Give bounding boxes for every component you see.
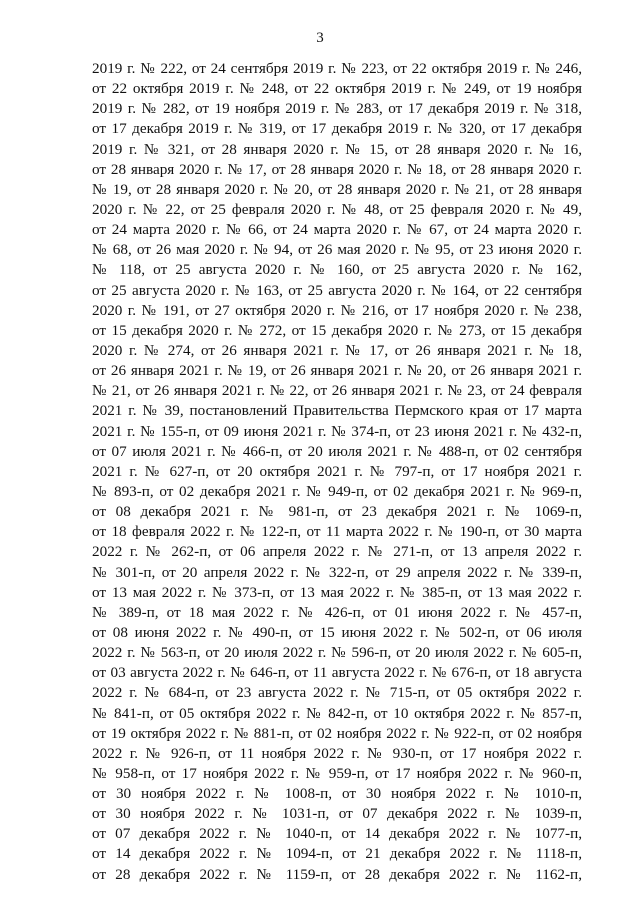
text-line: № 958-п, от 17 ноября 2022 г. № 959-п, от 17 ноября 2022 г. № 960-п,	[92, 764, 582, 782]
text-line: 2019 г. № 222, от 24 сентября 2019 г. № 223, от 22 октября 2019 г. № 246,	[92, 60, 582, 77]
text-line: 2021 г. № 39, постановлений Правительства Пермского края от 17 марта	[92, 402, 582, 420]
text-line: № 21, от 26 января 2021 г. № 22, от 26 января 2021 г. № 23, от 24 февраля	[92, 382, 582, 400]
text-line: 2020 г. № 274, от 26 января 2021 г. № 17, от 26 января 2021 г. № 18,	[92, 341, 582, 359]
page-number: 3	[316, 30, 324, 46]
text-line: 2019 г. № 282, от 19 ноября 2019 г. № 283, от 17 декабря 2019 г. № 318,	[92, 100, 582, 118]
text-line: от 26 января 2021 г. № 19, от 26 января 2021 г. № 20, от 26 января 2021 г.	[92, 362, 582, 380]
text-line: от 30 ноября 2022 г. № 1031-п, от 07 декабря 2022 г. № 1039-п,	[92, 805, 582, 823]
text-line: от 13 мая 2022 г. № 373-п, от 13 мая 2022 г. № 385-п, от 13 мая 2022 г.	[92, 583, 582, 601]
text-line: от 14 декабря 2022 г. № 1094-п, от 21 декабря 2022 г. № 1118-п,	[92, 845, 582, 863]
text-line: от 07 июля 2021 г. № 466-п, от 20 июля 2021 г. № 488-п, от 02 сентября	[92, 442, 582, 460]
text-line: 2020 г. № 191, от 27 октября 2020 г. № 216, от 17 ноября 2020 г. № 238,	[92, 301, 582, 319]
text-line: 2022 г. № 563-п, от 20 июля 2022 г. № 596-п, от 20 июля 2022 г. № 605-п,	[92, 644, 582, 662]
text-line: № 893-п, от 02 декабря 2021 г. № 949-п, от 02 декабря 2021 г. № 969-п,	[92, 482, 582, 500]
body-text	[92, 59, 582, 885]
text-line: от 19 октября 2022 г. № 881-п, от 02 ноября 2022 г. № 922-п, от 02 ноября	[92, 724, 582, 742]
text-line: № 389-п, от 18 мая 2022 г. № 426-п, от 01 июня 2022 г. № 457-п,	[92, 603, 582, 621]
text-line: 2022 г. № 926-п, от 11 ноября 2022 г. № 930-п, от 17 ноября 2022 г.	[92, 744, 582, 762]
text-line: 2021 г. № 155-п, от 09 июня 2021 г. № 374-п, от 23 июня 2021 г. № 432-п,	[92, 422, 582, 440]
text-line: 2022 г. № 684-п, от 23 августа 2022 г. № 715-п, от 05 октября 2022 г.	[92, 684, 582, 702]
text-line: от 28 января 2020 г. № 17, от 28 января 2020 г. № 18, от 28 января 2020 г.	[92, 160, 582, 178]
text-line: № 68, от 26 мая 2020 г. № 94, от 26 мая 2020 г. № 95, от 23 июня 2020 г.	[92, 241, 582, 259]
text-line: от 25 августа 2020 г. № 163, от 25 августа 2020 г. № 164, от 22 сентября	[92, 281, 582, 299]
text-line: от 17 декабря 2019 г. № 319, от 17 декабря 2019 г. № 320, от 17 декабря	[92, 120, 582, 138]
text-line: от 30 ноября 2022 г. № 1008-п, от 30 ноября 2022 г. № 1010-п,	[92, 785, 582, 803]
text-line: № 841-п, от 05 октября 2022 г. № 842-п, от 10 октября 2022 г. № 857-п,	[92, 704, 582, 722]
text-line: от 08 декабря 2021 г. № 981-п, от 23 декабря 2021 г. № 1069-п,	[92, 503, 582, 521]
text-line: от 15 декабря 2020 г. № 272, от 15 декабря 2020 г. № 273, от 15 декабря	[92, 321, 582, 339]
text-line: 2022 г. № 262-п, от 06 апреля 2022 г. № 271-п, от 13 апреля 2022 г.	[92, 543, 582, 561]
text-line: от 18 февраля 2022 г. № 122-п, от 11 марта 2022 г. № 190-п, от 30 марта	[92, 523, 582, 541]
text-line: № 118, от 25 августа 2020 г. № 160, от 25 августа 2020 г. № 162,	[92, 261, 582, 279]
text-line: 2020 г. № 22, от 25 февраля 2020 г. № 48, от 25 февраля 2020 г. № 49,	[92, 200, 582, 218]
text-line: 2021 г. № 627-п, от 20 октября 2021 г. № 797-п, от 17 ноября 2021 г.	[92, 462, 582, 480]
text-line: от 24 марта 2020 г. № 66, от 24 марта 2020 г. № 67, от 24 марта 2020 г.	[92, 221, 582, 239]
text-line: 2019 г. № 321, от 28 января 2020 г. № 15, от 28 января 2020 г. № 16,	[92, 140, 582, 158]
text-line: от 03 августа 2022 г. № 646-п, от 11 августа 2022 г. № 676-п, от 18 августа	[92, 664, 582, 682]
text-line: № 301-п, от 20 апреля 2022 г. № 322-п, от 29 апреля 2022 г. № 339-п,	[92, 563, 582, 581]
text-line: от 07 декабря 2022 г. № 1040-п, от 14 декабря 2022 г. № 1077-п,	[92, 825, 582, 843]
text-line: от 08 июня 2022 г. № 490-п, от 15 июня 2022 г. № 502-п, от 06 июля	[92, 623, 582, 641]
text-line: от 28 декабря 2022 г. № 1159-п, от 28 декабря 2022 г. № 1162-п,	[92, 865, 582, 883]
text-line: № 19, от 28 января 2020 г. № 20, от 28 января 2020 г. № 21, от 28 января	[92, 180, 582, 198]
text-line: от 22 октября 2019 г. № 248, от 22 октября 2019 г. № 249, от 19 ноября	[92, 80, 582, 98]
